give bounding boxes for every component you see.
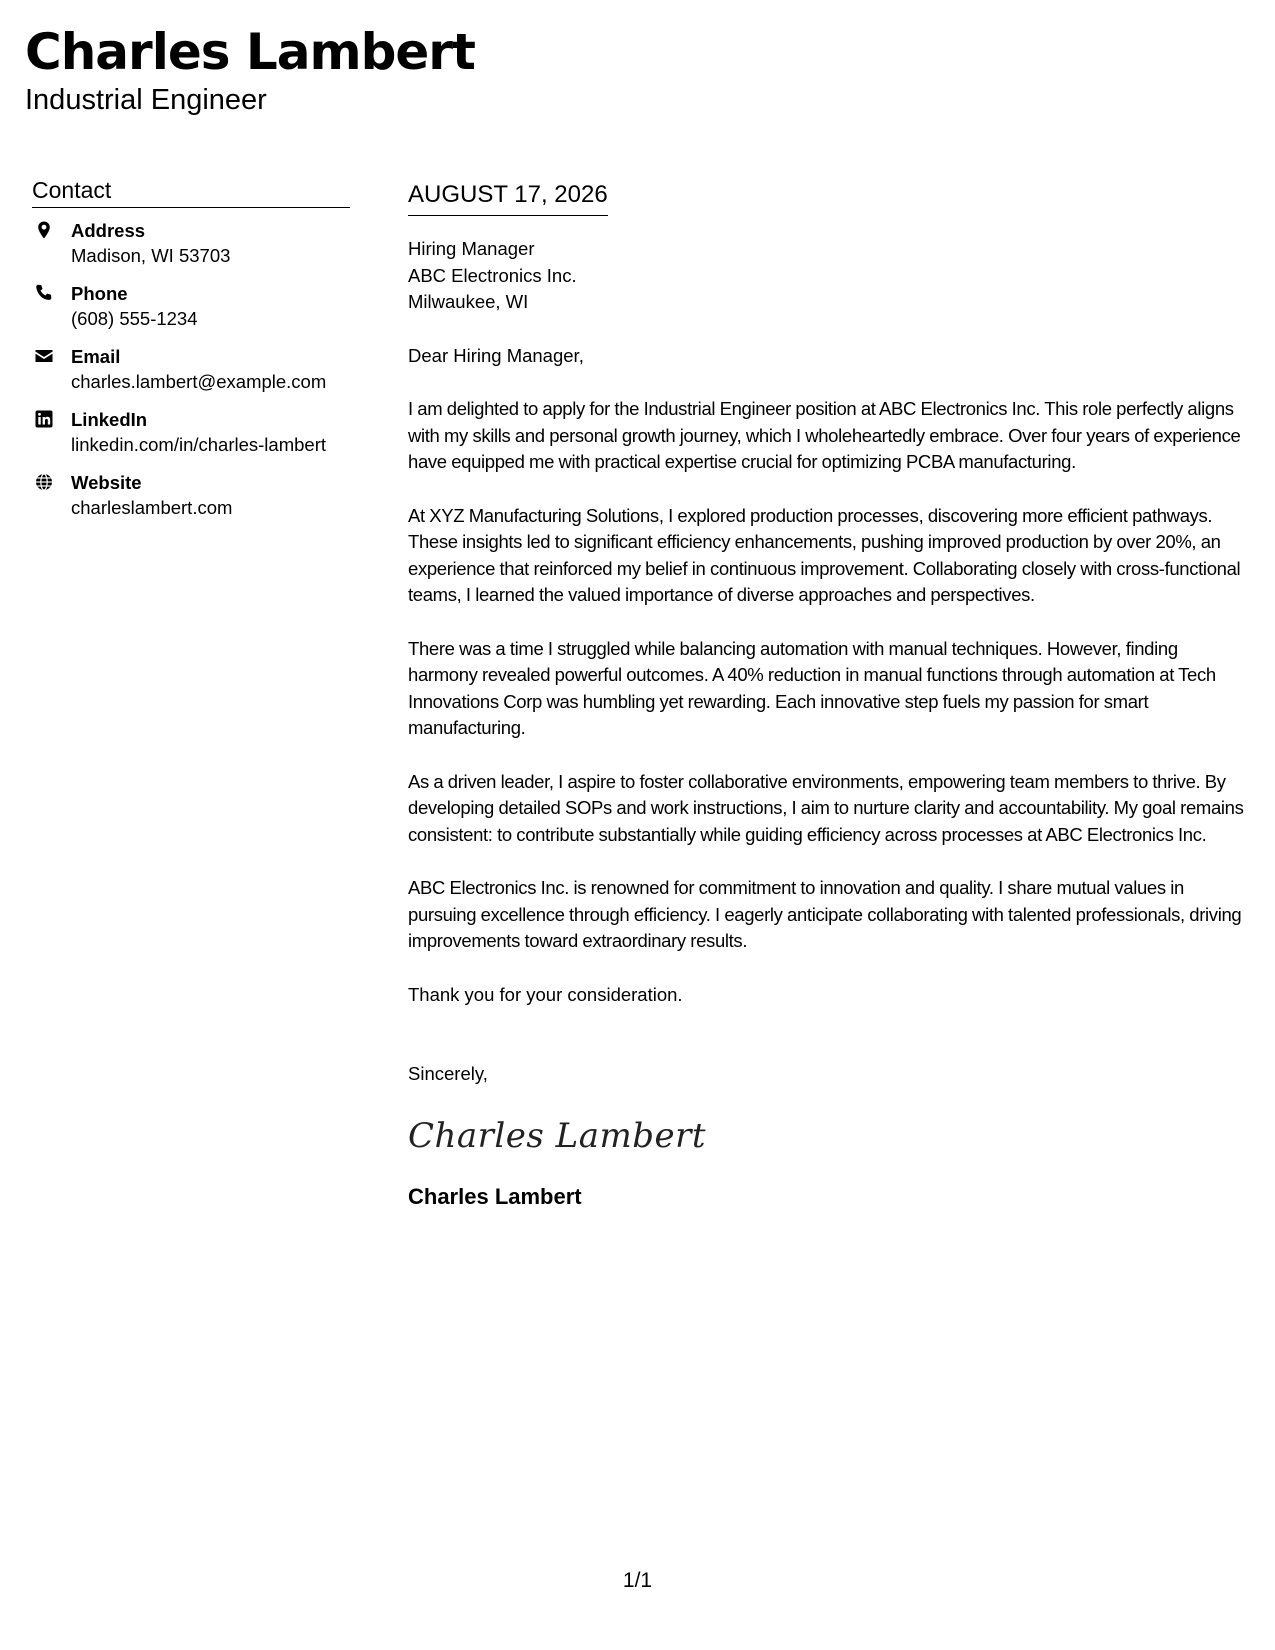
website-value[interactable]: charleslambert.com: [71, 497, 233, 518]
map-pin-icon: [34, 220, 54, 240]
contact-heading: Contact: [32, 176, 350, 208]
handwritten-signature: Charles Lambert: [408, 1115, 707, 1156]
letter-body: [408, 180, 1248, 1211]
contact-label: Email: [71, 346, 121, 367]
contact-label: Phone: [71, 283, 128, 304]
recipient-block: [408, 236, 1248, 316]
letter-paragraph: There was a time I struggled while balancing automation with manual techniques. However, finding harmony revealed powerful outcomes. A 40% reduction in manual functions through automation at Tech Innovations Corp was humbling yet rewarding. Each innovative step fuels my passion for smart manufacturing.: [408, 637, 1216, 738]
phone-icon: [34, 283, 54, 303]
salutation: Dear Hiring Manager,: [408, 344, 584, 366]
linkedin-value[interactable]: linkedin.com/in/charles-lambert: [71, 434, 326, 455]
contact-label: Address: [71, 220, 146, 241]
globe-icon: [34, 472, 54, 492]
recipient-line: Milwaukee, WI: [408, 291, 529, 312]
contact-label: Website: [71, 472, 142, 493]
contact-sidebar: [32, 176, 350, 533]
contact-item-email: [32, 344, 350, 407]
contact-item-website: [32, 470, 350, 533]
recipient-line: Hiring Manager: [408, 238, 535, 259]
envelope-icon: [34, 346, 54, 366]
contact-label: LinkedIn: [71, 409, 148, 430]
job-title: Industrial Engineer: [25, 84, 267, 116]
closing-thanks: Thank you for your consideration.: [408, 983, 683, 1005]
address-value: Madison, WI 53703: [71, 245, 231, 266]
linkedin-icon: [34, 409, 54, 429]
recipient-line: ABC Electronics Inc.: [408, 264, 577, 286]
page-number: 1/1: [622, 1569, 653, 1592]
letter-paragraph: As a driven leader, I aspire to foster collaborative environments, empowering team members to thrive. By developing detailed SOPs and work instructions, I aim to nurture clarity and accountability. My goal remains consistent: to contribute substantially while guiding efficiency across processes at ABC Electronics Inc.: [408, 770, 1244, 845]
letter-date: AUGUST 17, 2026: [408, 180, 608, 216]
letter-paragraph: I am delighted to apply for the Industrial Engineer position at ABC Electronics Inc. This role perfectly aligns with my skills and personal growth journey, which I wholeheartedly embrace. Over four years of experience have equipped me with practical expertise crucial for optimizing PCBA manufacturing.: [408, 398, 1241, 472]
signed-name: Charles Lambert: [408, 1183, 582, 1209]
applicant-name: Charles Lambert: [25, 23, 475, 81]
contact-item-linkedin: [32, 407, 350, 470]
sign-off: Sincerely,: [408, 1063, 488, 1084]
phone-value: (608) 555-1234: [71, 308, 198, 329]
contact-item-address: [32, 218, 350, 281]
email-value[interactable]: charles.lambert@example.com: [71, 371, 327, 392]
contact-item-phone: [32, 281, 350, 344]
letter-paragraph: ABC Electronics Inc. is renowned for commitment to innovation and quality. I share mutual values in pursuing excellence through efficiency. I eagerly anticipate collaborating with talented professionals, driving improvements toward extraordinary results.: [408, 877, 1242, 951]
letter-paragraph: At XYZ Manufacturing Solutions, I explored production processes, discovering more efficient pathways. These insights led to significant efficiency enhancements, pushing improved production by over 20%, an experience that reinforced my belief in continuous improvement. Collaborating closely with cross-functional teams, I learned the valued importance of diverse approaches and perspectives.: [408, 504, 1241, 605]
